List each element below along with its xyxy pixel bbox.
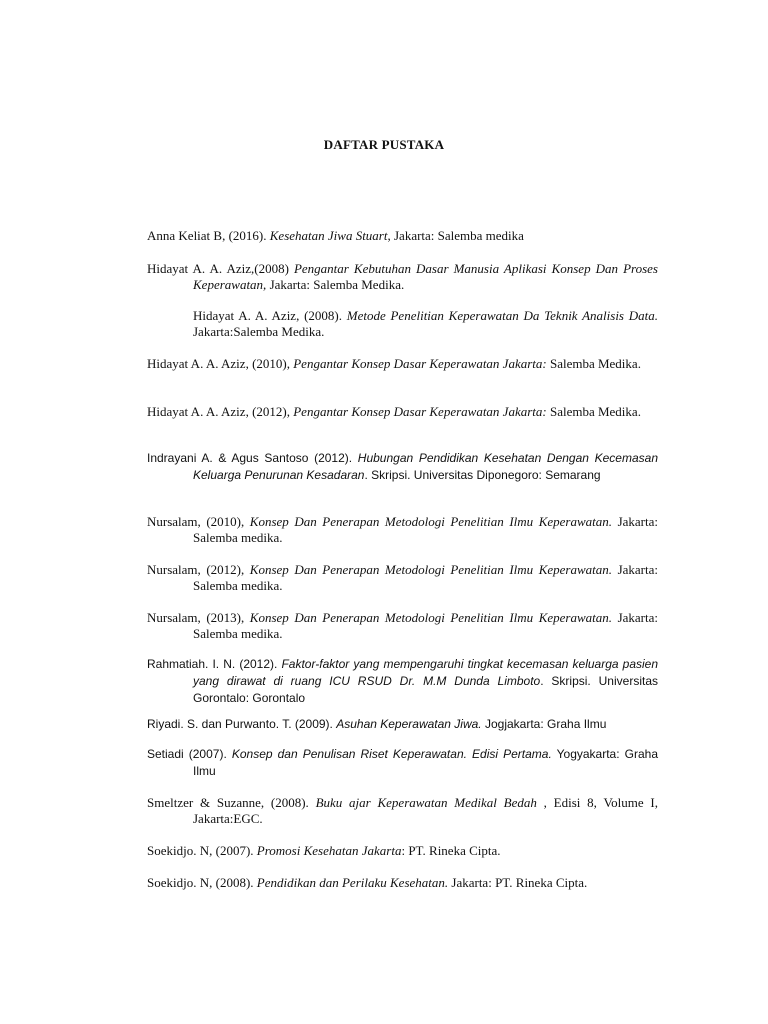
reference-entry: Setiadi (2007). Konsep dan Penulisan Riset Keperawatan. Edisi Pertama. Yogyakarta: Graha Ilmu	[147, 747, 658, 778]
reference-entry: Smeltzer & Suzanne, (2008). Buku ajar Keperawatan Medikal Bedah , Edisi 8, Volume I, Jakarta:EGC.	[147, 795, 658, 826]
reference-entry: Indrayani A. & Agus Santoso (2012). Hubungan Pendidikan Kesehatan Dengan Kecemasan Keluarga Penurunan Kesadaran. Skripsi. Universitas Diponegoro: Semarang	[147, 451, 658, 482]
reference-entry: Hidayat A. A. Aziz, (2010), Pengantar Konsep Dasar Keperawatan Jakarta: Salemba Medika.	[147, 356, 641, 371]
reference-entry: Hidayat A. A. Aziz,(2008) Pengantar Kebutuhan Dasar Manusia Aplikasi Konsep Dan Proses Keperawatan, Jakarta: Salemba Medika.	[147, 261, 658, 292]
reference-entry: Nursalam, (2013), Konsep Dan Penerapan Metodologi Penelitian Ilmu Keperawatan. Jakarta: Salemba medika.	[147, 610, 658, 641]
reference-entry: Nursalam, (2010), Konsep Dan Penerapan Metodologi Penelitian Ilmu Keperawatan. Jakarta: Salemba medika.	[147, 514, 658, 545]
page-title: DAFTAR PUSTAKA	[323, 137, 445, 152]
reference-entry: Soekidjo. N, (2007). Promosi Kesehatan Jakarta: PT. Rineka Cipta.	[147, 843, 501, 858]
reference-entry: Hidayat A. A. Aziz, (2008). Metode Penelitian Keperawatan Da Teknik Analisis Data. Jakarta:Salemba Medika.	[193, 308, 658, 339]
reference-entry: Anna Keliat B, (2016). Kesehatan Jiwa Stuart, Jakarta: Salemba medika	[147, 228, 524, 243]
reference-entry: Hidayat A. A. Aziz, (2012), Pengantar Konsep Dasar Keperawatan Jakarta: Salemba Medika.	[147, 404, 641, 419]
reference-entry: Riyadi. S. dan Purwanto. T. (2009). Asuhan Keperawatan Jiwa. Jogjakarta: Graha Ilmu	[147, 717, 607, 731]
reference-entry: Soekidjo. N, (2008). Pendidikan dan Perilaku Kesehatan. Jakarta: PT. Rineka Cipta.	[147, 875, 588, 890]
reference-entry: Nursalam, (2012), Konsep Dan Penerapan Metodologi Penelitian Ilmu Keperawatan. Jakarta: Salemba medika.	[147, 562, 658, 593]
reference-entry: Rahmatiah. I. N. (2012). Faktor-faktor yang mempengaruhi tingkat kecemasan keluarga pasien yang dirawat di ruang ICU RSUD Dr. M.M Dunda Limboto. Skripsi. Universitas Gorontalo: Gorontalo	[147, 657, 659, 705]
